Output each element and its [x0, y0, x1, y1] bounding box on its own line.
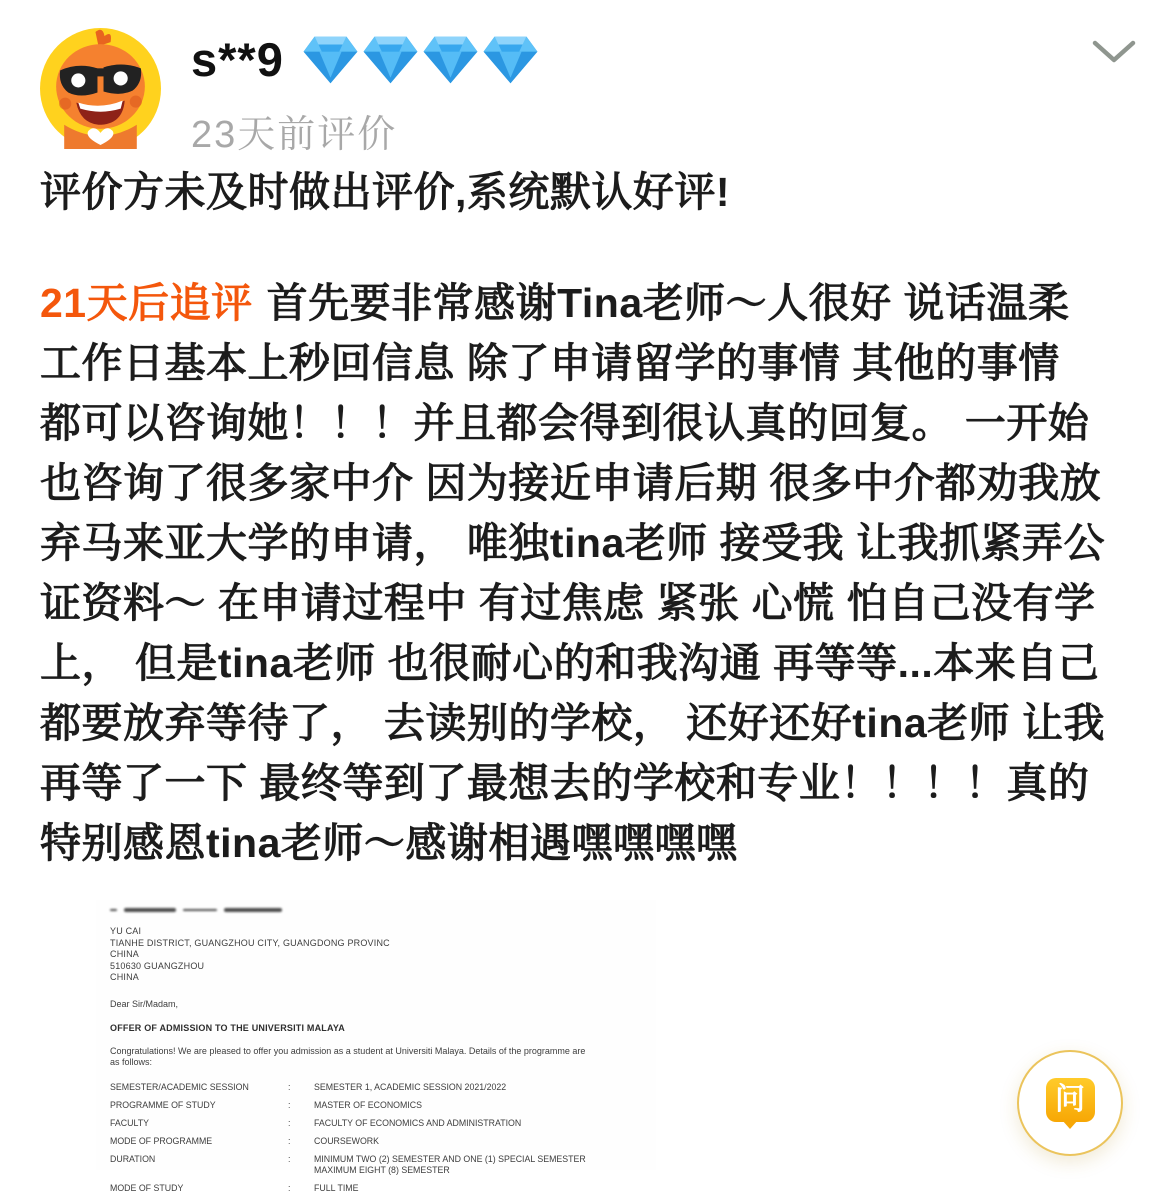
ask-bubble-icon [1046, 1078, 1095, 1122]
detail-label: PROGRAMME OF STUDY [110, 1099, 216, 1110]
detail-value: MASTER OF ECONOMICS [314, 1099, 423, 1110]
letter-address: YU CAI TIANHE DISTRICT, GUANGZHOU CITY, GUANGDONG PROVINC CHINA 510630 GUANGZHOU CHINA [110, 926, 390, 982]
detail-colon: : [288, 1183, 291, 1193]
avatar-mascot-image [40, 28, 161, 149]
letter-detail-row [110, 1136, 656, 1148]
detail-label: FACULTY [110, 1117, 149, 1128]
detail-colon: : [288, 1153, 291, 1164]
letter-detail-row [110, 1082, 656, 1094]
letter-detail-table [110, 1082, 656, 1195]
default-review-text: 评价方未及时做出评价,系统默认好评! [40, 169, 731, 215]
followup-review [40, 273, 1136, 873]
detail-label: DURATION [110, 1153, 156, 1164]
letter-intro: Congratulations! We are pleased to offer you admission as a student at Universiti Malaya. Details of the programme are as follows: [110, 1045, 586, 1067]
diamond-icon [482, 33, 539, 86]
letter-detail-row [110, 1100, 656, 1112]
detail-colon: : [288, 1099, 291, 1110]
letter-detail-row [110, 1154, 656, 1177]
detail-value: FULL TIME [314, 1183, 359, 1193]
detail-value: FACULTY OF ECONOMICS AND ADMINISTRATION [314, 1117, 522, 1128]
diamond-icon [302, 33, 359, 86]
username: s**9 [191, 33, 284, 86]
detail-label: MODE OF PROGRAMME [110, 1135, 213, 1146]
detail-label: MODE OF STUDY [110, 1183, 184, 1193]
ask-glyph: 问 [1055, 1083, 1085, 1116]
ask-button[interactable] [1017, 1050, 1123, 1156]
diamond-icon [422, 33, 479, 86]
detail-colon: : [288, 1135, 291, 1146]
review-attachment-letter[interactable] [96, 900, 656, 1193]
detail-label: SEMESTER/ACADEMIC SESSION [110, 1081, 249, 1092]
letter-salutation: Dear Sir/Madam, [110, 998, 179, 1009]
redacted-handwriting [110, 906, 656, 914]
user-level-diamonds [302, 33, 539, 86]
diamond-icon [362, 33, 419, 86]
header-info [191, 28, 539, 158]
detail-value: SEMESTER 1, ACADEMIC SESSION 2021/2022 [314, 1081, 507, 1092]
detail-colon: : [288, 1081, 291, 1092]
review-timestamp: 23天前评价 [191, 114, 398, 156]
letter-detail-row [110, 1183, 656, 1195]
review-header [40, 28, 1134, 158]
detail-colon: : [288, 1117, 291, 1128]
letter-subject: OFFER OF ADMISSION TO THE UNIVERSITI MALAYA [110, 1022, 345, 1033]
avatar[interactable] [40, 28, 161, 149]
letter-detail-row [110, 1118, 656, 1130]
followup-label: 21天后追评 [40, 280, 253, 326]
followup-text: 首先要非常感谢Tina老师～人很好 说话温柔 工作日基本上秒回信息 除了申请留学的事情 其他的事情 都可以咨询她！！！并且都会得到很认真的回复。 一开始 也咨询了很多家中介 因为接近申请后期 很多中介都劝我放 弃马来亚大学的申请， 唯独tina老师 接受我 让我抓紧弄公 证资料～ 在申请过程中 有过焦虑 紧张 心慌 怕自己没有学 上， 但是tina老师 也很耐心的和我沟通 再等等...本来自己 都要放弃等待了， 去读别的学校， 还好还好tina老师 让我 再等了一下 最终等到了最想去的学校和专业！！！！真的 特别感恩tina老师～感谢相遇嘿嘿嘿嘿 [40, 280, 1106, 866]
chevron-down-icon[interactable] [1092, 40, 1136, 64]
detail-value: MINIMUM TWO (2) SEMESTER AND ONE (1) SPECIAL SEMESTER MAXIMUM EIGHT (8) SEMESTER [314, 1153, 586, 1175]
detail-value: COURSEWORK [314, 1135, 380, 1146]
